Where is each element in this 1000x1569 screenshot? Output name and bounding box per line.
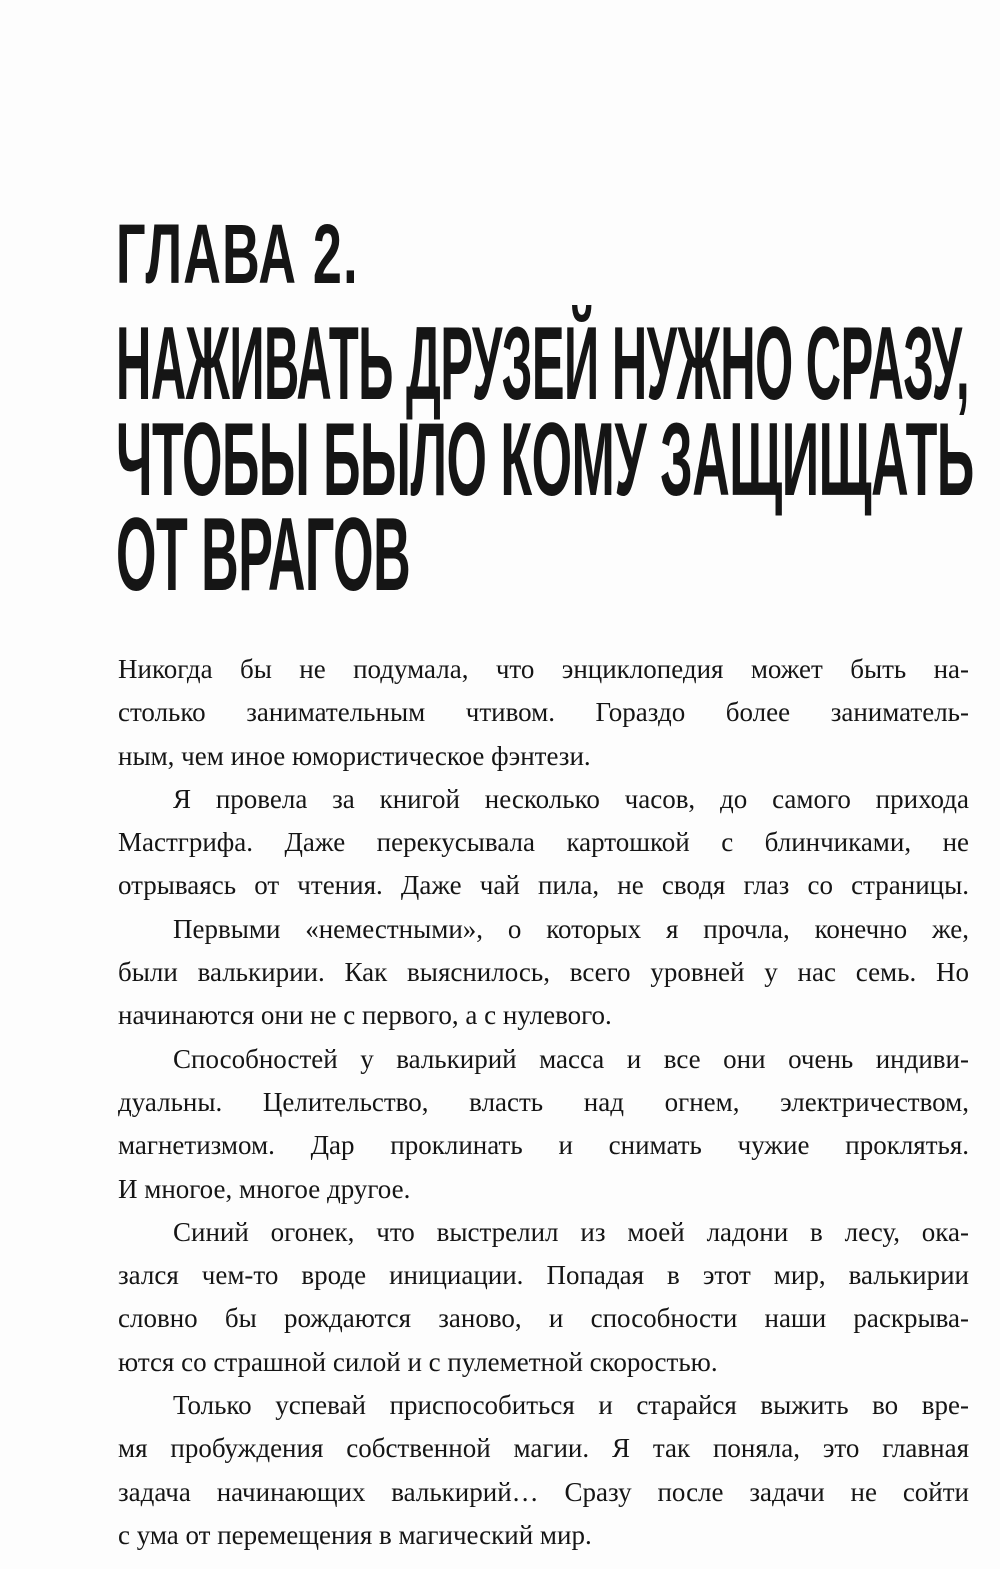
- text-line: ным, чем иное юмористическое фэнтези.: [118, 740, 591, 771]
- text-line: отрываясь от чтения. Даже чай пила, не сводя глаз со страницы.: [118, 870, 969, 901]
- text-line: зался чем-то вроде инициации. Попадая в этот мир, валькирии: [118, 1260, 969, 1291]
- chapter-title-line: ОТ ВРАГОВ: [116, 497, 411, 613]
- text-line: магнетизмом. Дар проклинать и снимать чужие проклятья.: [118, 1130, 969, 1161]
- chapter-title-line: НАЖИВАТЬ ДРУЗЕЙ НУЖНО СРАЗУ,: [116, 306, 970, 422]
- chapter-title-line: ЧТОБЫ БЫЛО КОМУ ЗАЩИЩАТЬ: [116, 402, 974, 518]
- text-line: ются со страшной силой и с пулеметной скоростью.: [118, 1346, 718, 1377]
- text-line: начинаются они не с первого, а с нулевого.: [118, 1000, 612, 1031]
- text-line: Синий огонек, что выстрелил из моей ладони в лесу, ока-: [173, 1216, 969, 1247]
- text-line: задача начинающих валькирий… Сразу после задачи не сойти: [118, 1476, 969, 1507]
- text-line: И многое, многое другое.: [118, 1173, 411, 1204]
- text-line: Только успевай приспособиться и старайся выжить во вре-: [173, 1390, 969, 1421]
- text-line: дуальны. Целительство, власть над огнем, электричеством,: [118, 1086, 969, 1117]
- chapter-label: ГЛАВА 2.: [116, 207, 359, 301]
- text-line: мя пробуждения собственной магии. Я так поняла, это главная: [118, 1433, 969, 1464]
- body-text: [118, 648, 969, 1557]
- text-line: словно бы рождаются заново, и способности наши раскрыва-: [118, 1303, 969, 1334]
- text-line: Способностей у валькирий масса и все они очень индиви-: [173, 1043, 969, 1074]
- text-line: с ума от перемещения в магический мир.: [118, 1519, 592, 1550]
- text-line: были валькирии. Как выяснилось, всего уровней у нас семь. Но: [118, 957, 969, 988]
- text-line: Я провела за книгой несколько часов, до самого прихода: [173, 783, 969, 814]
- text-line: Мастгрифа. Даже перекусывала картошкой с блинчиками, не: [118, 827, 969, 858]
- text-line: Первыми «неместными», о которых я прочла, конечно же,: [173, 913, 969, 944]
- text-line: столько занимательным чтивом. Гораздо более заниматель-: [118, 697, 969, 728]
- text-line: Никогда бы не подумала, что энциклопедия может быть на-: [118, 654, 969, 684]
